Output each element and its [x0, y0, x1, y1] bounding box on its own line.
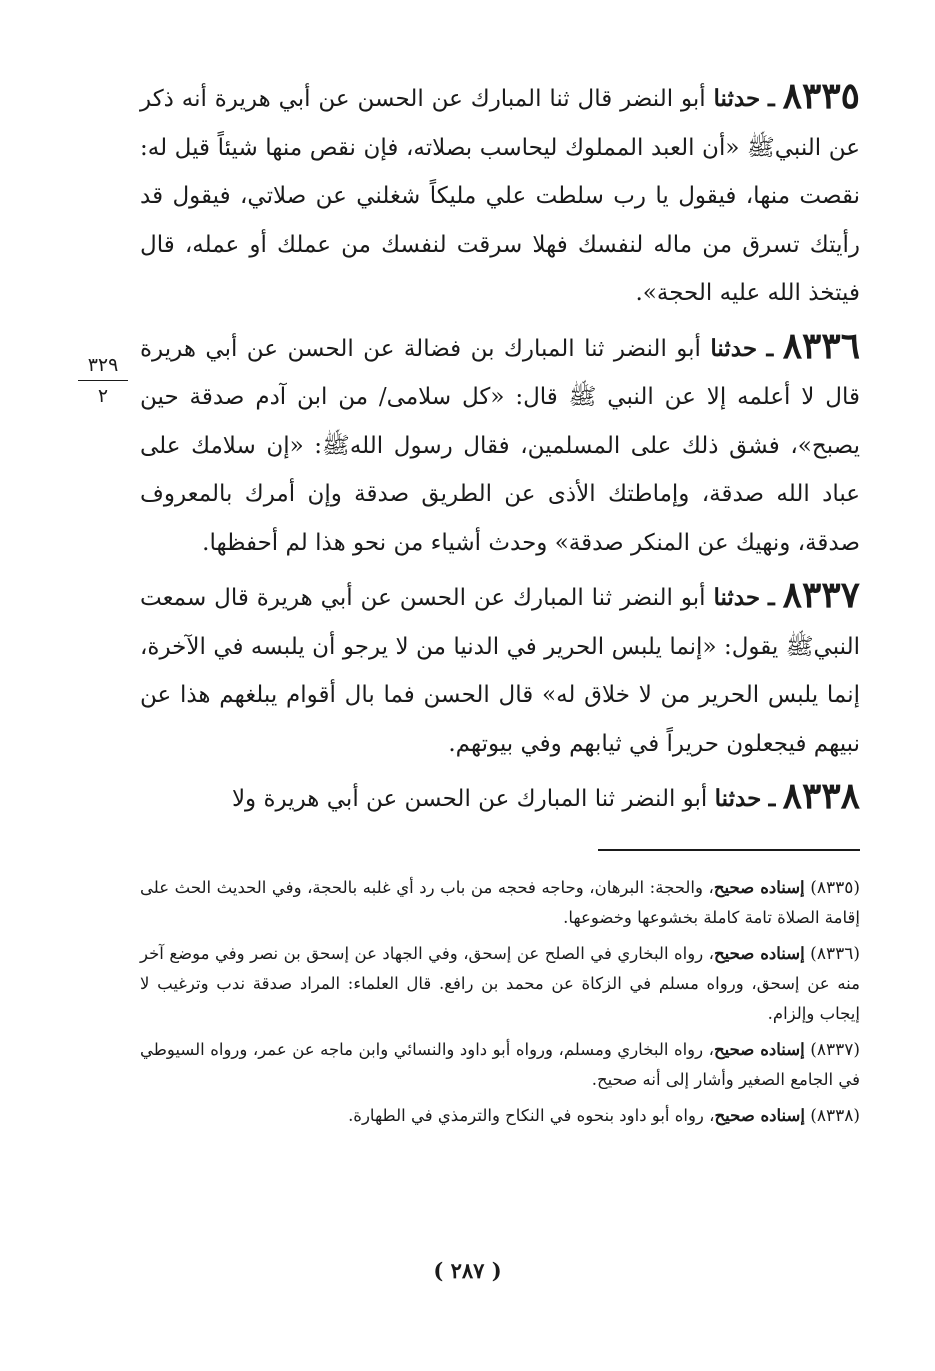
hadith-number: ٨٣٣٨	[782, 775, 860, 817]
hadith-text: أبو النضر ثنا المبارك بن فضالة عن الحسن عن أبي هريرة قال لا أعلمه إلا عن النبي ﷺ قال: «كل سلامى/ من ابن آدم صدقة حين يصبح»، فشق ذلك على المسلمين، فقال رسول اللهﷺ: «إن سلامك على عباد الله صدقة، وإماطتك الأذى عن الطريق صدقة وإن أمرك بالمعروف صدقة، ونهيك عن المنكر صدقة» وحدث أشياء من نحو هذا لم أحفظها.	[140, 335, 860, 556]
margin-ref-volume: ٢	[97, 385, 109, 407]
hadith-8335	[140, 72, 860, 318]
hadith-dash: ـ	[768, 584, 775, 611]
footnote-number: (٨٣٣٥)	[810, 878, 860, 898]
hadith-text: أبو النضر ثنا المبارك عن الحسن عن أبي هريرة ولا	[231, 786, 708, 812]
hadith-8337	[140, 571, 860, 768]
hadith-lead-word: حدثنا	[714, 785, 762, 812]
hadith-text: أبو النضر ثنا المبارك عن الحسن عن أبي هريرة قال سمعت النبيﷺ يقول: «إنما يلبس الحرير في الدنيا من لا يرجو أن يلبسه في الآخرة، إنما يلبس الحرير من لا خلاق له» قال الحسن فما بال أقوام يبلغهم هذا عن نبيهم فيجعلون حريراً في ثيابهم وفي بيوتهم.	[140, 585, 860, 757]
margin-ref-page: ٣٢٩	[78, 352, 128, 381]
hadith-dash: ـ	[768, 785, 776, 812]
footnote-lead: إسناده صحيح	[714, 1106, 805, 1125]
footnote-lead: إسناده صحيح	[713, 878, 805, 897]
footnote-8337	[140, 1035, 860, 1095]
hadith-dash: ـ	[768, 85, 775, 112]
hadith-dash: ـ	[766, 334, 774, 362]
footnote-8336	[140, 939, 860, 1029]
footnote-text: ، والحجة: البرهان، وحاجه فحجه من باب رد أي غلبه بالحجة، وفي الحديث الحث على إقامة الصلاة تامة كاملة بخشوعها وخضوعها.	[140, 878, 860, 927]
margin-volume-page-reference	[78, 352, 128, 409]
hadith-8338	[140, 772, 860, 824]
footnote-8335	[140, 873, 860, 933]
footnote-number: (٨٣٣٦)	[810, 944, 860, 964]
footnote-lead: إسناده صحيح	[714, 944, 805, 963]
footnote-text: ، رواه البخاري ومسلم، ورواه أبو داود والنسائي وابن ماجه عن عمر، ورواه السيوطي في الجامع الصغير وأشار إلى أنه صحيح.	[140, 1040, 860, 1089]
hadith-text: أبو النضر قال ثنا المبارك عن الحسن عن أبي هريرة أنه ذكر عن النبيﷺ «أن العبد المملوك ليحاسب بصلاته، فإن نقص منها شيئاً قيل له: نقصت منها، فيقول يا رب سلطت علي مليكاً شغلني عن صلاتي، فيقول قد رأيتك تسرق من ماله لنفسك فهلا سرقت لنفسك من عملك أو عمله، قال فيتخذ الله عليه الحجة».	[140, 86, 860, 306]
footnotes-section	[140, 873, 860, 1137]
hadith-number: ٨٣٣٧	[782, 574, 861, 616]
footnote-lead: إسناده صحيح	[713, 1040, 805, 1059]
footnote-number: (٨٣٣٧)	[810, 1040, 860, 1060]
page-number: ( ٢٨٧ )	[433, 1258, 502, 1283]
footnote-divider	[598, 849, 860, 851]
footnote-number: (٨٣٣٨)	[810, 1106, 860, 1126]
hadith-number: ٨٣٣٦	[782, 324, 861, 367]
hadith-8336	[140, 322, 860, 568]
hadith-lead-word: حدثنا	[710, 334, 758, 362]
hadith-number: ٨٣٣٥	[782, 75, 860, 117]
hadith-lead-word: حدثنا	[713, 85, 761, 112]
footnote-text: ، رواه البخاري في الصلح عن إسحق، وفي الجهاد عن إسحق بن نصر وفي موضع آخر منه عن إسحق، ورواه مسلم في الزكاة عن محمد بن رافع. قال العلماء: المراد صدقة ندب وترغيب لا إيجاب وإلزام.	[140, 944, 860, 1023]
footnote-text: ، رواه أبو داود بنحوه في النكاح والترمذي في الطهارة.	[348, 1106, 715, 1125]
footnote-8338	[140, 1101, 860, 1131]
hadith-lead-word: حدثنا	[713, 584, 761, 611]
main-text-body	[140, 72, 860, 828]
